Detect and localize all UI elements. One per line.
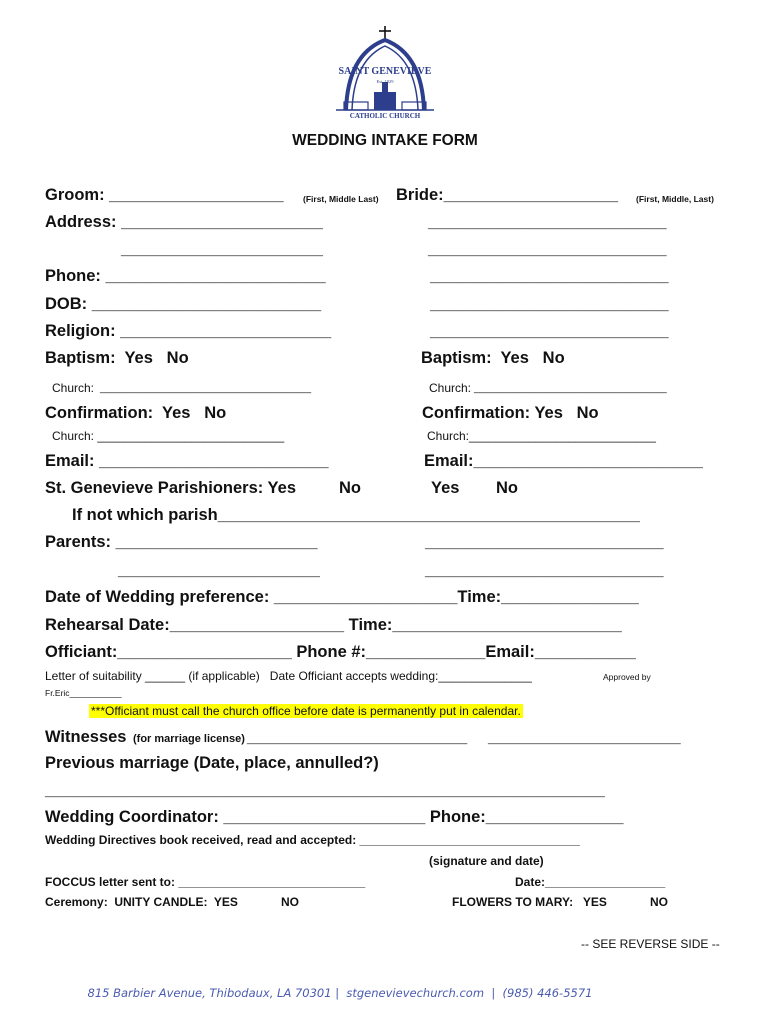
bride-email-field[interactable]: Email:_________________________ [424,452,703,470]
witnesses-label: Witnesses [45,728,127,746]
bride-confirmation-church-field[interactable]: Church:____________________________ [427,429,656,443]
church-contact-footer: 815 Barbier Avenue, Thibodaux, LA 70301 | stgenevievechurch.com | (985) 446-5571 [87,986,593,1000]
groom-parents-line-2[interactable]: ______________________ [118,561,320,579]
groom-hint: (First, Middle Last) [303,194,379,204]
flowers-to-mary-no[interactable]: NO [650,895,668,909]
see-reverse-note: -- SEE REVERSE SIDE -- [581,937,720,951]
groom-baptism-church-field[interactable]: _______________________ [100,377,312,395]
bride-parents-line-1[interactable]: __________________________ [425,533,664,551]
officiant-field[interactable]: Officiant:___________________ Phone #:_____________Email:___________ [45,643,636,661]
groom-address-line-2[interactable]: ______________________ [121,240,323,258]
church-logo [330,24,440,120]
bride-address-line-2[interactable]: __________________________ [428,240,667,258]
witness-2-field[interactable]: _____________________ [488,728,681,746]
groom-parents-field[interactable]: Parents: ______________________ [45,533,318,551]
officiant-notice: ***Officiant must call the church office before date is permanently put in calendar. [91,704,521,718]
witnesses-hint: (for marriage license) [133,733,245,745]
unity-candle-choice[interactable]: Ceremony: UNITY CANDLE: YES [45,895,238,909]
approved-by-label: Approved by [603,672,651,682]
groom-religion-field[interactable]: Religion: _______________________ [45,322,332,340]
bride-parishioner-yes[interactable]: Yes [431,479,460,497]
logo-name-line2: CATHOLIC CHURCH [349,112,421,120]
groom-email-field[interactable]: Email: _________________________ [45,452,329,470]
groom-dob-field[interactable]: DOB: _________________________ [45,295,322,313]
suitability-field[interactable]: Letter of suitability ______ (if applicable) Date Officiant accepts wedding:______________ [45,669,532,683]
unity-candle-no[interactable]: NO [281,895,299,909]
bride-parishioner-no[interactable]: No [496,479,518,497]
flowers-to-mary-choice[interactable]: FLOWERS TO MARY: YES [452,895,607,909]
bride-baptism-choice[interactable]: Baptism: Yes No [421,349,565,367]
bride-phone-field[interactable]: __________________________ [430,267,669,285]
wedding-coordinator-field[interactable]: Wedding Coordinator: ______________________ Phone:_______________ [45,808,624,826]
wedding-date-time-field[interactable]: Date of Wedding preference: ____________________Time:_______________ [45,588,639,606]
groom-baptism-choice[interactable]: Baptism: Yes No [45,349,189,367]
groom-parishioner-no[interactable]: No [339,479,361,497]
logo-name-line1: SAINT GENEVIEVE [338,66,432,77]
signature-hint: (signature and date) [429,854,544,868]
bride-baptism-church-label: Church: [429,381,472,395]
bride-parents-line-2[interactable]: __________________________ [425,561,664,579]
rehearsal-date-time-field[interactable]: Rehearsal Date:___________________ Time:_________________________ [45,616,622,634]
parishioner-question[interactable]: St. Genevieve Parishioners: Yes [45,479,296,497]
groom-address-field[interactable]: Address: ______________________ [45,213,323,231]
bride-confirmation-choice[interactable]: Confirmation: Yes No [422,404,599,422]
fr-eric-approval-field[interactable]: Fr.Eric___________ [45,688,122,698]
groom-confirmation-church-field[interactable]: Church: ____________________________ [52,429,285,443]
groom-confirmation-choice[interactable]: Confirmation: Yes No [45,404,227,422]
previous-marriage-label: Previous marriage (Date, place, annulled?) [45,754,379,772]
witness-1-field[interactable]: ________________________ [247,728,468,746]
bride-baptism-church-field[interactable]: _____________________ [474,377,667,395]
directives-signature-field[interactable]: Wedding Directives book received, read and accepted: _________________________________ [45,833,580,847]
bride-hint: (First, Middle, Last) [636,194,714,204]
bride-field[interactable]: Bride:___________________ [396,186,619,204]
logo-est: Est. 1929 [376,79,394,84]
foccus-date-field[interactable]: Date:__________________ [515,875,666,889]
bride-religion-field[interactable]: __________________________ [430,322,669,340]
previous-marriage-field[interactable]: _____________________________________________________________ [45,781,605,799]
bride-dob-field[interactable]: __________________________ [430,295,669,313]
groom-field[interactable]: Groom: ___________________ [45,186,284,204]
bride-address-line-1[interactable]: __________________________ [428,213,667,231]
groom-baptism-church-label: Church: [52,381,95,395]
groom-phone-field[interactable]: Phone: ________________________ [45,267,326,285]
foccus-letter-field[interactable]: FOCCUS letter sent to: ____________________________ [45,875,366,889]
which-parish-field[interactable]: If not which parish______________________________________________ [72,506,640,524]
form-title: WEDDING INTAKE FORM [292,132,478,149]
